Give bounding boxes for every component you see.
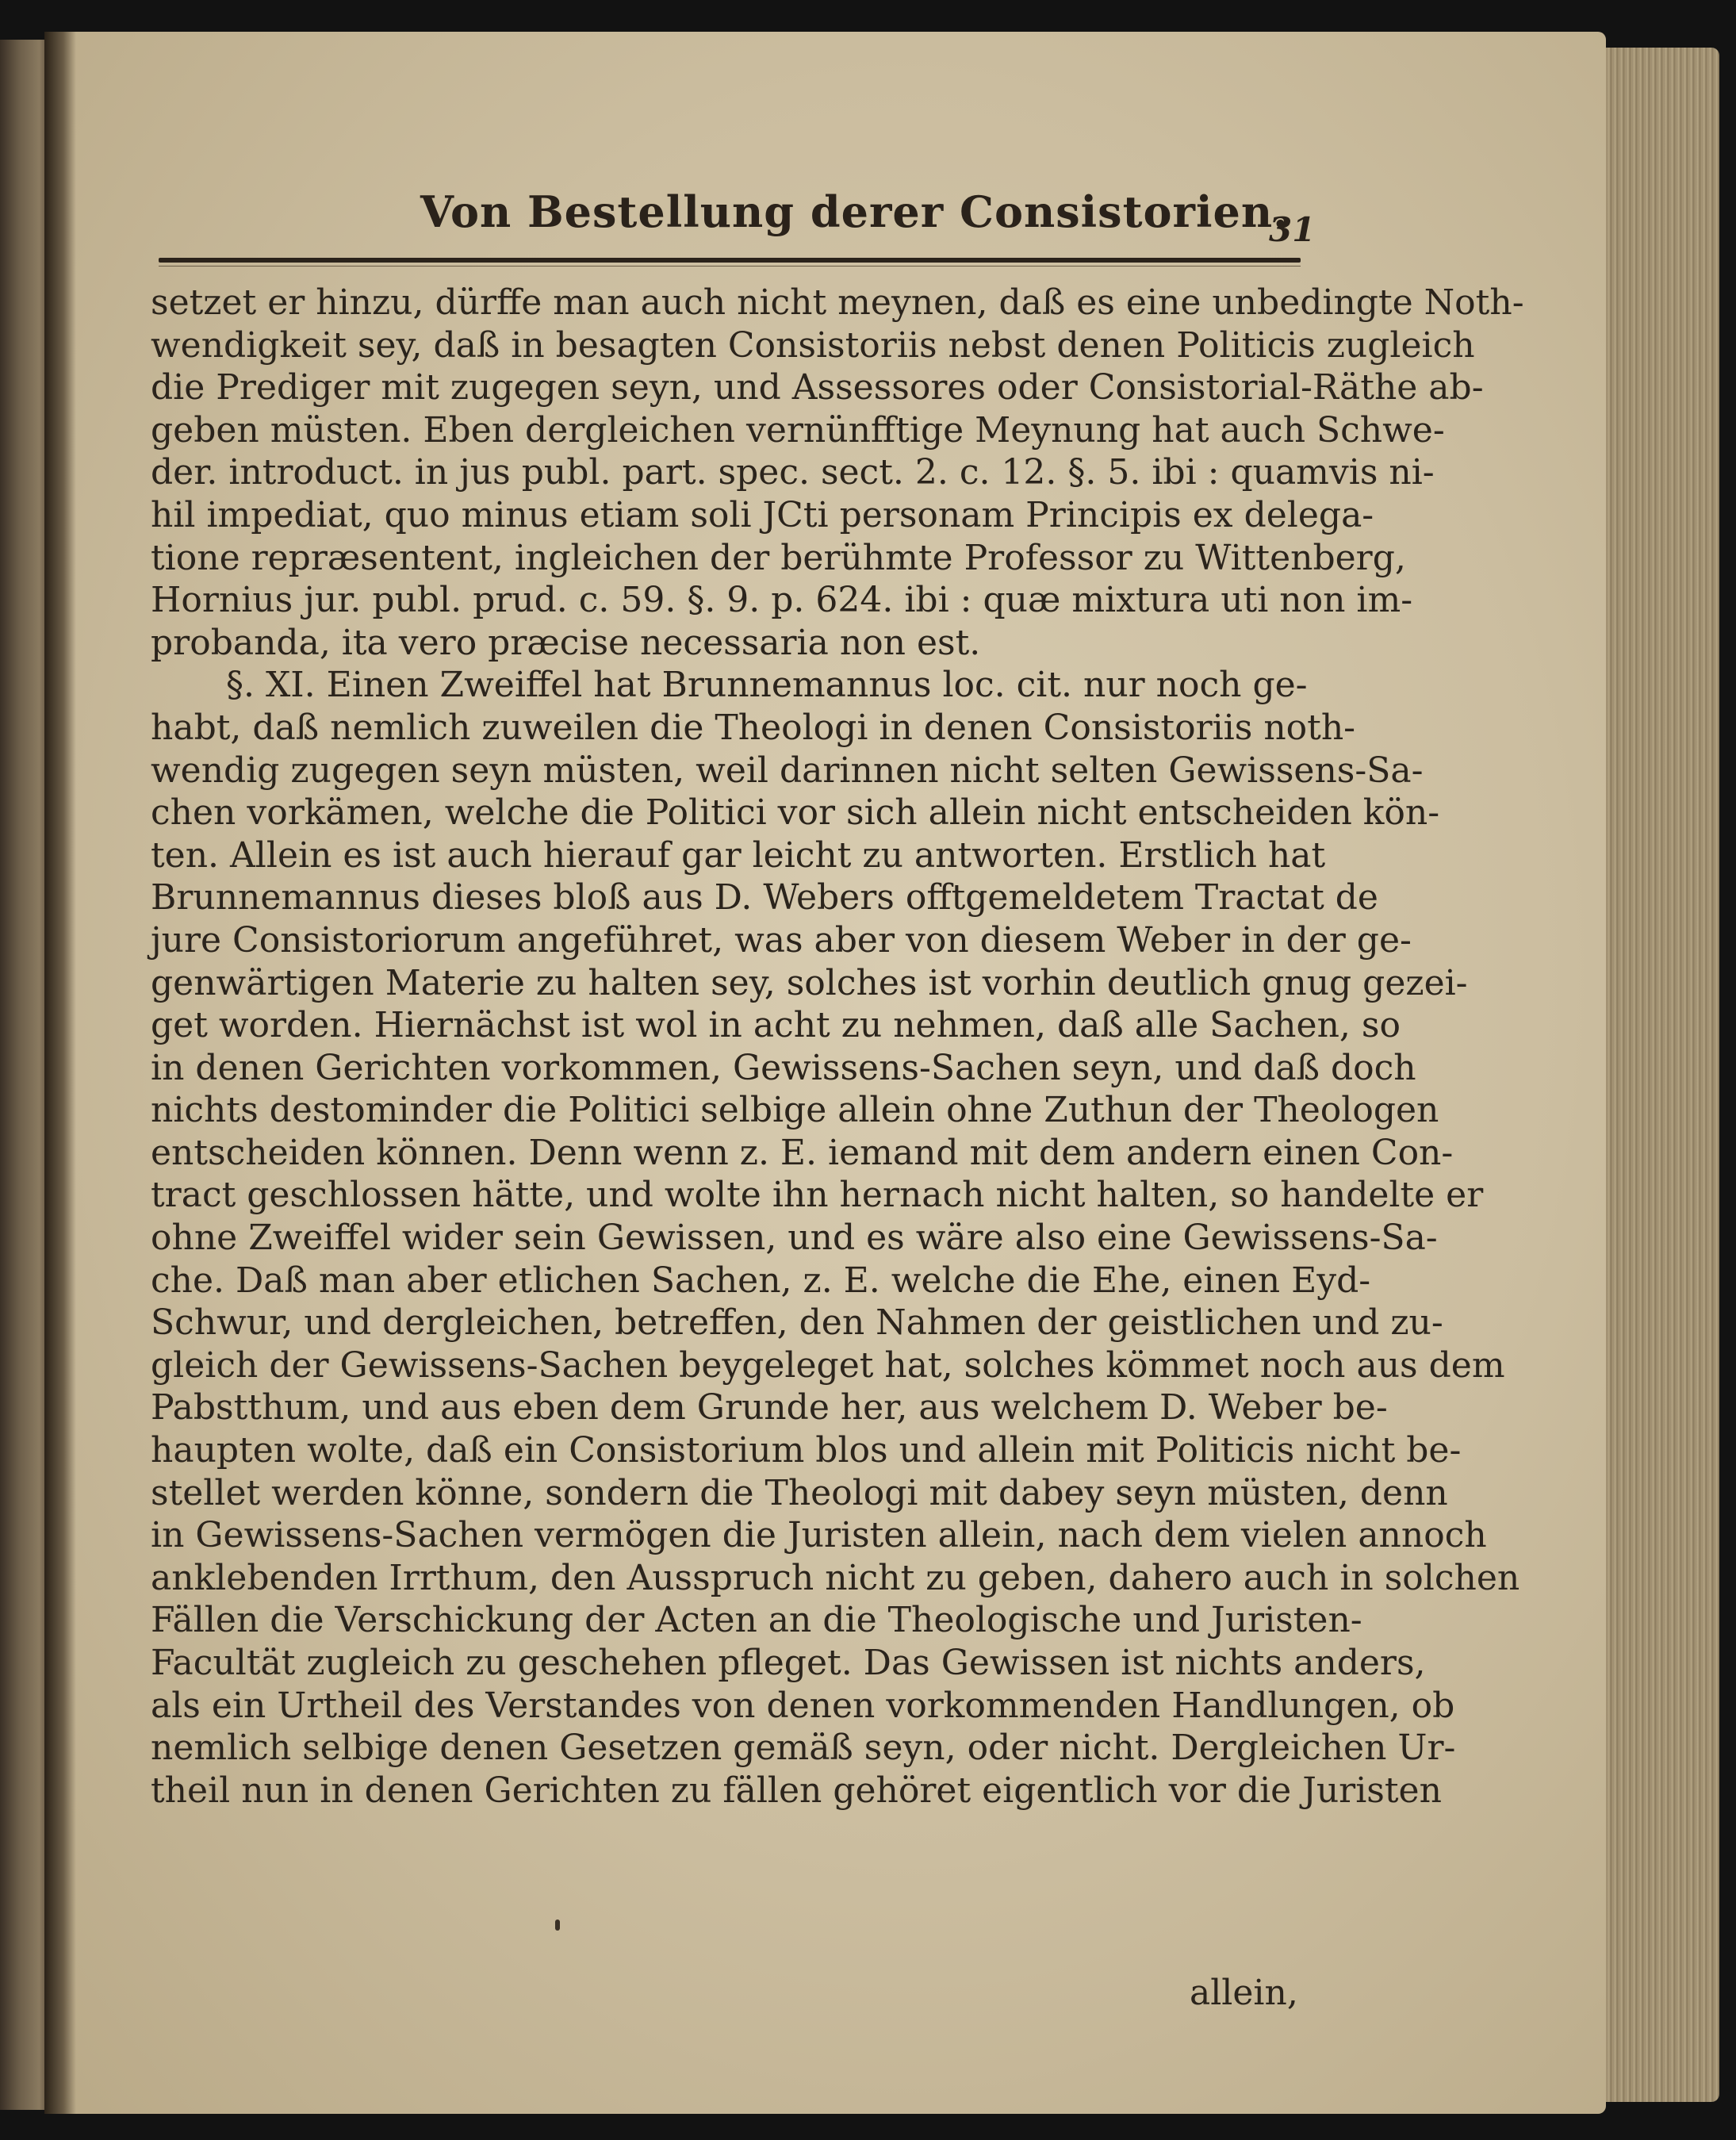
text-line: Hornius jur. publ. prud. c. 59. §. 9. p. 624. ibi : quæ mixtura uti non im-	[151, 580, 1413, 621]
text-line: ohne Zweiffel wider sein Gewissen, und es wäre also eine Gewissens-Sa-	[151, 1218, 1438, 1259]
text-line: anklebenden Irrthum, den Ausspruch nicht zu geben, dahero auch in solchen	[151, 1557, 1520, 1598]
text-line: Pabstthum, und aus eben dem Grunde her, aus welchem D. Weber be-	[151, 1387, 1388, 1429]
header-rule-thin	[159, 266, 1301, 267]
text-line: wendig zugegen seyn müsten, weil darinnen nicht selten Gewissens-Sa-	[151, 750, 1424, 791]
text-line: hil impediat, quo minus etiam soli JCti personam Principis ex delega-	[151, 494, 1374, 535]
page-edges	[1600, 48, 1719, 2102]
paragraph-start-line: §. XI. Einen Zweiffel hat Brunnemannus loc. cit. nur noch ge-	[226, 665, 1308, 706]
body-text	[151, 282, 1524, 1812]
catchword: allein,	[1190, 1973, 1298, 2013]
text-line: als ein Urtheil des Verstandes von denen vorkommenden Handlungen, ob	[151, 1685, 1455, 1726]
page-gutter	[44, 32, 76, 2114]
text-line: che. Daß man aber etlichen Sachen, z. E. welche die Ehe, einen Eyd-	[151, 1260, 1371, 1301]
text-line: habt, daß nemlich zuweilen die Theologi in denen Consistoriis noth-	[151, 707, 1356, 748]
text-line: Facultät zugleich zu geschehen pfleget. Das Gewissen ist nichts anders,	[151, 1643, 1426, 1683]
text-line: genwärtigen Materie zu halten sey, solches ist vorhin deutlich gnug gezei-	[151, 962, 1468, 1003]
text-line: Fällen die Verschickung der Acten an die Theologische und Juristen-	[151, 1600, 1362, 1641]
text-line: gleich der Gewissens-Sachen beygeleget hat, solches kömmet noch aus dem	[151, 1344, 1505, 1386]
text-line: haupten wolte, daß ein Consistorium blos und allein mit Politicis nicht be-	[151, 1430, 1462, 1471]
text-line: geben müsten. Eben dergleichen vernünfftige Meynung hat auch Schwe-	[151, 409, 1445, 451]
text-line: in Gewissens-Sachen vermögen die Juristen allein, nach dem vielen annoch	[151, 1515, 1487, 1556]
text-line: tione repræsentent, ingleichen der berühmte Professor zu Wittenberg,	[151, 537, 1406, 578]
text-line: der. introduct. in jus publ. part. spec. sect. 2. c. 12. §. 5. ibi : quamvis ni-	[151, 452, 1435, 493]
text-line: die Prediger mit zugegen seyn, und Assessores oder Consistorial-Räthe ab-	[151, 367, 1484, 408]
text-line: tract geschlossen hätte, und wolte ihn hernach nicht halten, so handelte er	[151, 1175, 1484, 1216]
text-line: nichts destominder die Politici selbige allein ohne Zuthun der Theologen	[151, 1090, 1439, 1131]
header-rule	[159, 258, 1301, 263]
text-line: jure Consistoriorum angeführet, was aber von diesem Weber in der ge-	[151, 919, 1412, 961]
text-line: get worden. Hiernächst ist wol in acht zu nehmen, daß alle Sachen, so	[151, 1005, 1401, 1046]
text-line: theil nun in denen Gerichten zu fällen gehöret eigentlich vor die Juristen	[151, 1770, 1442, 1811]
page-header	[151, 178, 1316, 258]
text-line: chen vorkämen, welche die Politici vor sich allein nicht entscheiden kön-	[151, 792, 1440, 834]
page-content	[151, 178, 1524, 2013]
text-line: probanda, ita vero præcise necessaria non est.	[151, 622, 981, 663]
text-line: nemlich selbige denen Gesetzen gemäß seyn, oder nicht. Dergleichen Ur-	[151, 1728, 1456, 1769]
paper-mark	[555, 1919, 560, 1931]
text-line: ten. Allein es ist auch hierauf gar leicht zu antworten. Erstlich hat	[151, 834, 1326, 876]
running-title: Von Bestellung derer Consistorien.	[420, 186, 1289, 237]
text-line: entscheiden können. Denn wenn z. E. iemand mit dem andern einen Con-	[151, 1132, 1454, 1173]
text-line: setzet er hinzu, dürffe man auch nicht meynen, daß es eine unbedingte Noth-	[151, 282, 1524, 323]
text-line: wendigkeit sey, daß in besagten Consistoriis nebst denen Politicis zugleich	[151, 324, 1475, 366]
page-number: 31	[1269, 210, 1316, 249]
text-line: Schwur, und dergleichen, betreffen, den Nahmen der geistlichen und zu-	[151, 1302, 1443, 1344]
previous-page-edge	[0, 40, 49, 2110]
text-line: Brunnemannus dieses bloß aus D. Webers offtgemeldetem Tractat de	[151, 877, 1378, 919]
text-line: in denen Gerichten vorkommen, Gewissens-Sachen seyn, und daß doch	[151, 1047, 1416, 1088]
text-line: stellet werden könne, sondern die Theologi mit dabey seyn müsten, denn	[151, 1472, 1448, 1513]
